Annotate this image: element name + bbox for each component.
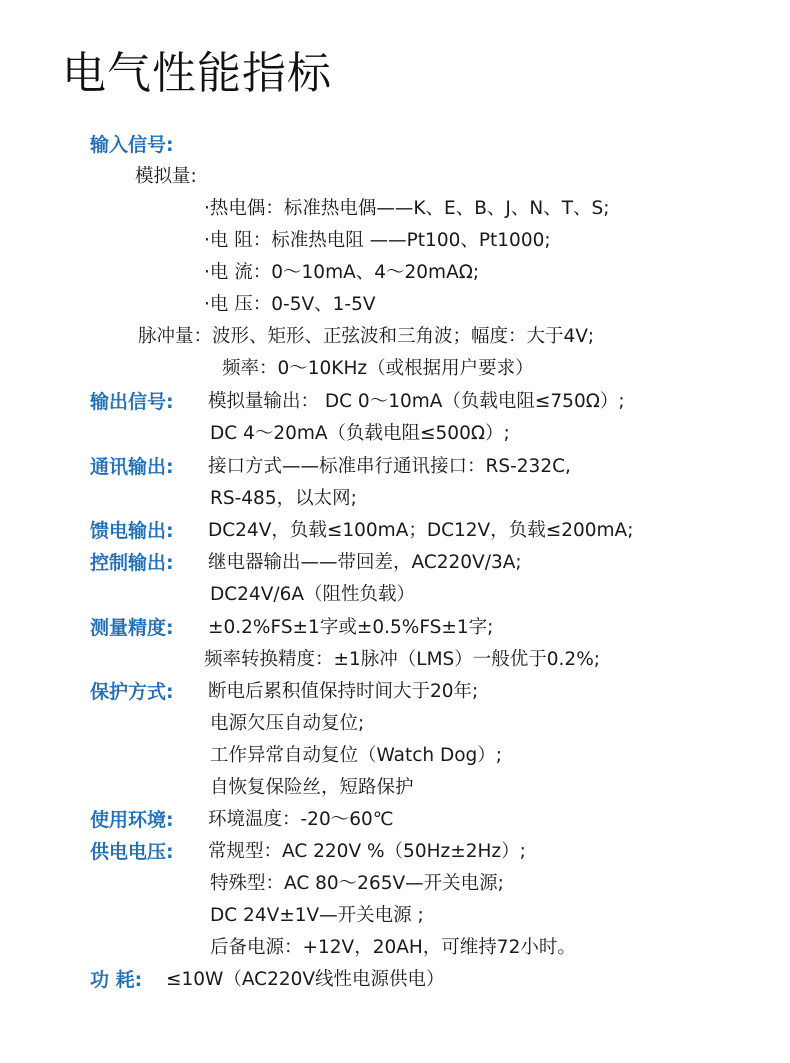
- control-output-label: 控制输出:: [90, 552, 174, 574]
- power-line-4: 后备电源：+12V，20AH，可维持72小时。: [210, 937, 576, 958]
- environment-line-1: 环境温度：-20～60℃: [208, 809, 394, 830]
- output-line-2: DC 4～20mA（负载电阻≤500Ω）;: [210, 423, 510, 444]
- pulse-spec: 脉冲量：波形、矩形、正弦波和三角波；幅度：大于4V;: [138, 326, 595, 347]
- protection-line-2: 电源欠压自动复位;: [210, 713, 365, 734]
- analog-label: 模拟量:: [135, 166, 197, 187]
- current-spec: ·电 流：0～10mA、4～20mAΩ;: [204, 262, 480, 283]
- protection-line-4: 自恢复保险丝，短路保护: [210, 777, 414, 798]
- feed-line-1: DC24V，负载≤100mA；DC12V，负载≤200mA;: [208, 520, 634, 541]
- control-line-1: 继电器输出——带回差，AC220V/3A;: [208, 552, 522, 573]
- voltage-spec: ·电 压：0-5V、1-5V: [204, 294, 376, 315]
- input-signal-label: 输入信号:: [90, 134, 174, 156]
- power-line-1: 常规型：AC 220V %（50Hz±2Hz）;: [208, 841, 526, 862]
- power-line-3: DC 24V±1V—开关电源 ;: [210, 905, 424, 926]
- environment-label: 使用环境:: [90, 809, 174, 831]
- control-line-2: DC24V/6A（阻性负载）: [210, 584, 416, 605]
- thermocouple-spec: ·热电偶：标准热电偶——K、E、B、J、N、T、S;: [204, 198, 610, 219]
- page-title: 电气性能指标: [62, 48, 332, 99]
- feed-output-label: 馈电输出:: [90, 520, 174, 542]
- protection-line-3: 工作异常自动复位（Watch Dog）;: [210, 745, 503, 766]
- accuracy-line-2: 频率转换精度：±1脉冲（LMS）一般优于0.2%;: [204, 649, 601, 670]
- resistance-spec: ·电 阻：标准热电阻 ——Pt100、Pt1000;: [204, 230, 551, 251]
- comm-line-1: 接口方式——标准串行通讯接口：RS-232C,: [208, 456, 571, 477]
- power-supply-label: 供电电压:: [90, 841, 174, 863]
- output-signal-label: 输出信号:: [90, 391, 174, 413]
- accuracy-label: 测量精度:: [90, 617, 174, 639]
- protection-label: 保护方式:: [90, 681, 174, 703]
- comm-output-label: 通讯输出:: [90, 456, 174, 478]
- accuracy-line-1: ±0.2%FS±1字或±0.5%FS±1字;: [208, 617, 494, 638]
- comm-line-2: RS-485，以太网;: [210, 488, 357, 509]
- consumption-label: 功 耗:: [90, 969, 143, 991]
- power-line-2: 特殊型：AC 80～265V—开关电源;: [210, 873, 504, 894]
- frequency-spec: 频率：0～10KHz（或根据用户要求）: [222, 358, 534, 379]
- protection-line-1: 断电后累积值保持时间大于20年;: [208, 681, 479, 702]
- consumption-line-1: ≤10W（AC220V线性电源供电）: [166, 969, 445, 990]
- output-line-1: 模拟量输出： DC 0～10mA（负载电阻≤750Ω）;: [208, 391, 625, 412]
